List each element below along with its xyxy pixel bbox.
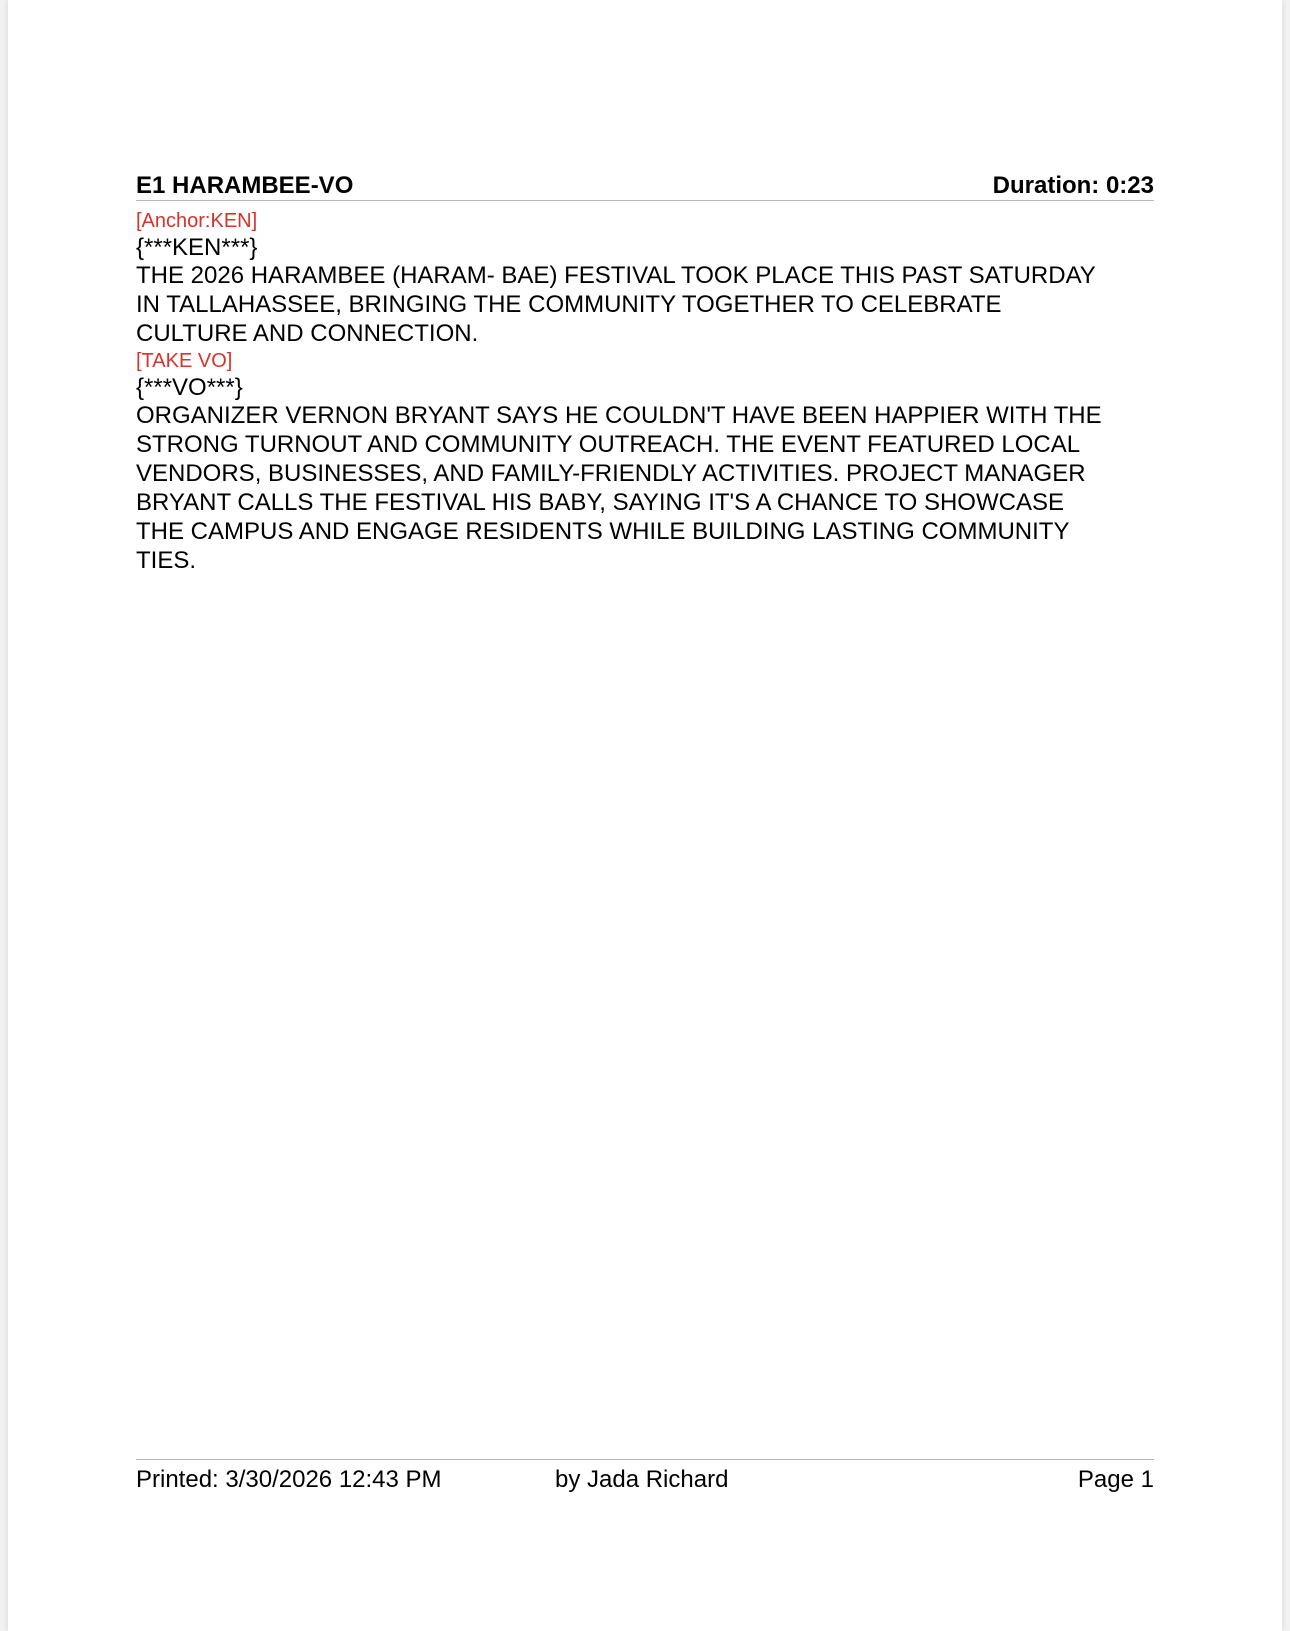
- script-line: STRONG TURNOUT AND COMMUNITY OUTREACH. THE EVENT FEATURED LOCAL: [136, 431, 1081, 458]
- page-footer: [136, 1459, 1154, 1500]
- script-line: VENDORS, BUSINESSES, AND FAMILY-FRIENDLY ACTIVITIES. PROJECT MANAGER: [136, 460, 1086, 487]
- anchor-cue: [Anchor:KEN]: [136, 210, 258, 232]
- script-line: BRYANT CALLS THE FESTIVAL HIS BABY, SAYING IT'S A CHANCE TO SHOWCASE: [136, 489, 1064, 516]
- script-line: IN TALLAHASSEE, BRINGING THE COMMUNITY TOGETHER TO CELEBRATE: [136, 291, 1002, 318]
- script-line: THE CAMPUS AND ENGAGE RESIDENTS WHILE BUILDING LASTING COMMUNITY: [136, 518, 1070, 545]
- script-segment-vo: [136, 348, 1154, 575]
- script-line: THE 2026 HARAMBEE (HARAM- BAE) FESTIVAL TOOK PLACE THIS PAST SATURDAY: [136, 262, 1096, 289]
- story-slug: E1 HARAMBEE-VO: [136, 172, 354, 199]
- script-body: [136, 208, 1154, 575]
- script-line: TIES.: [136, 547, 197, 574]
- story-header: [136, 172, 1154, 201]
- story-duration: Duration: 0:23: [992, 172, 1154, 199]
- script-segment-anchor: [136, 208, 1154, 348]
- page-number: Page 1: [1077, 1466, 1154, 1493]
- anchor-marker: {***KEN***}: [136, 234, 258, 261]
- author-credit: by Jada Richard: [555, 1466, 729, 1493]
- script-line: CULTURE AND CONNECTION.: [136, 320, 479, 347]
- vo-marker: {***VO***}: [136, 374, 243, 401]
- printed-timestamp: Printed: 3/30/2026 12:43 PM: [136, 1466, 442, 1493]
- vo-cue: [TAKE VO]: [136, 350, 233, 372]
- script-page: [8, 0, 1282, 1631]
- script-line: ORGANIZER VERNON BRYANT SAYS HE COULDN'T HAVE BEEN HAPPIER WITH THE: [136, 402, 1102, 429]
